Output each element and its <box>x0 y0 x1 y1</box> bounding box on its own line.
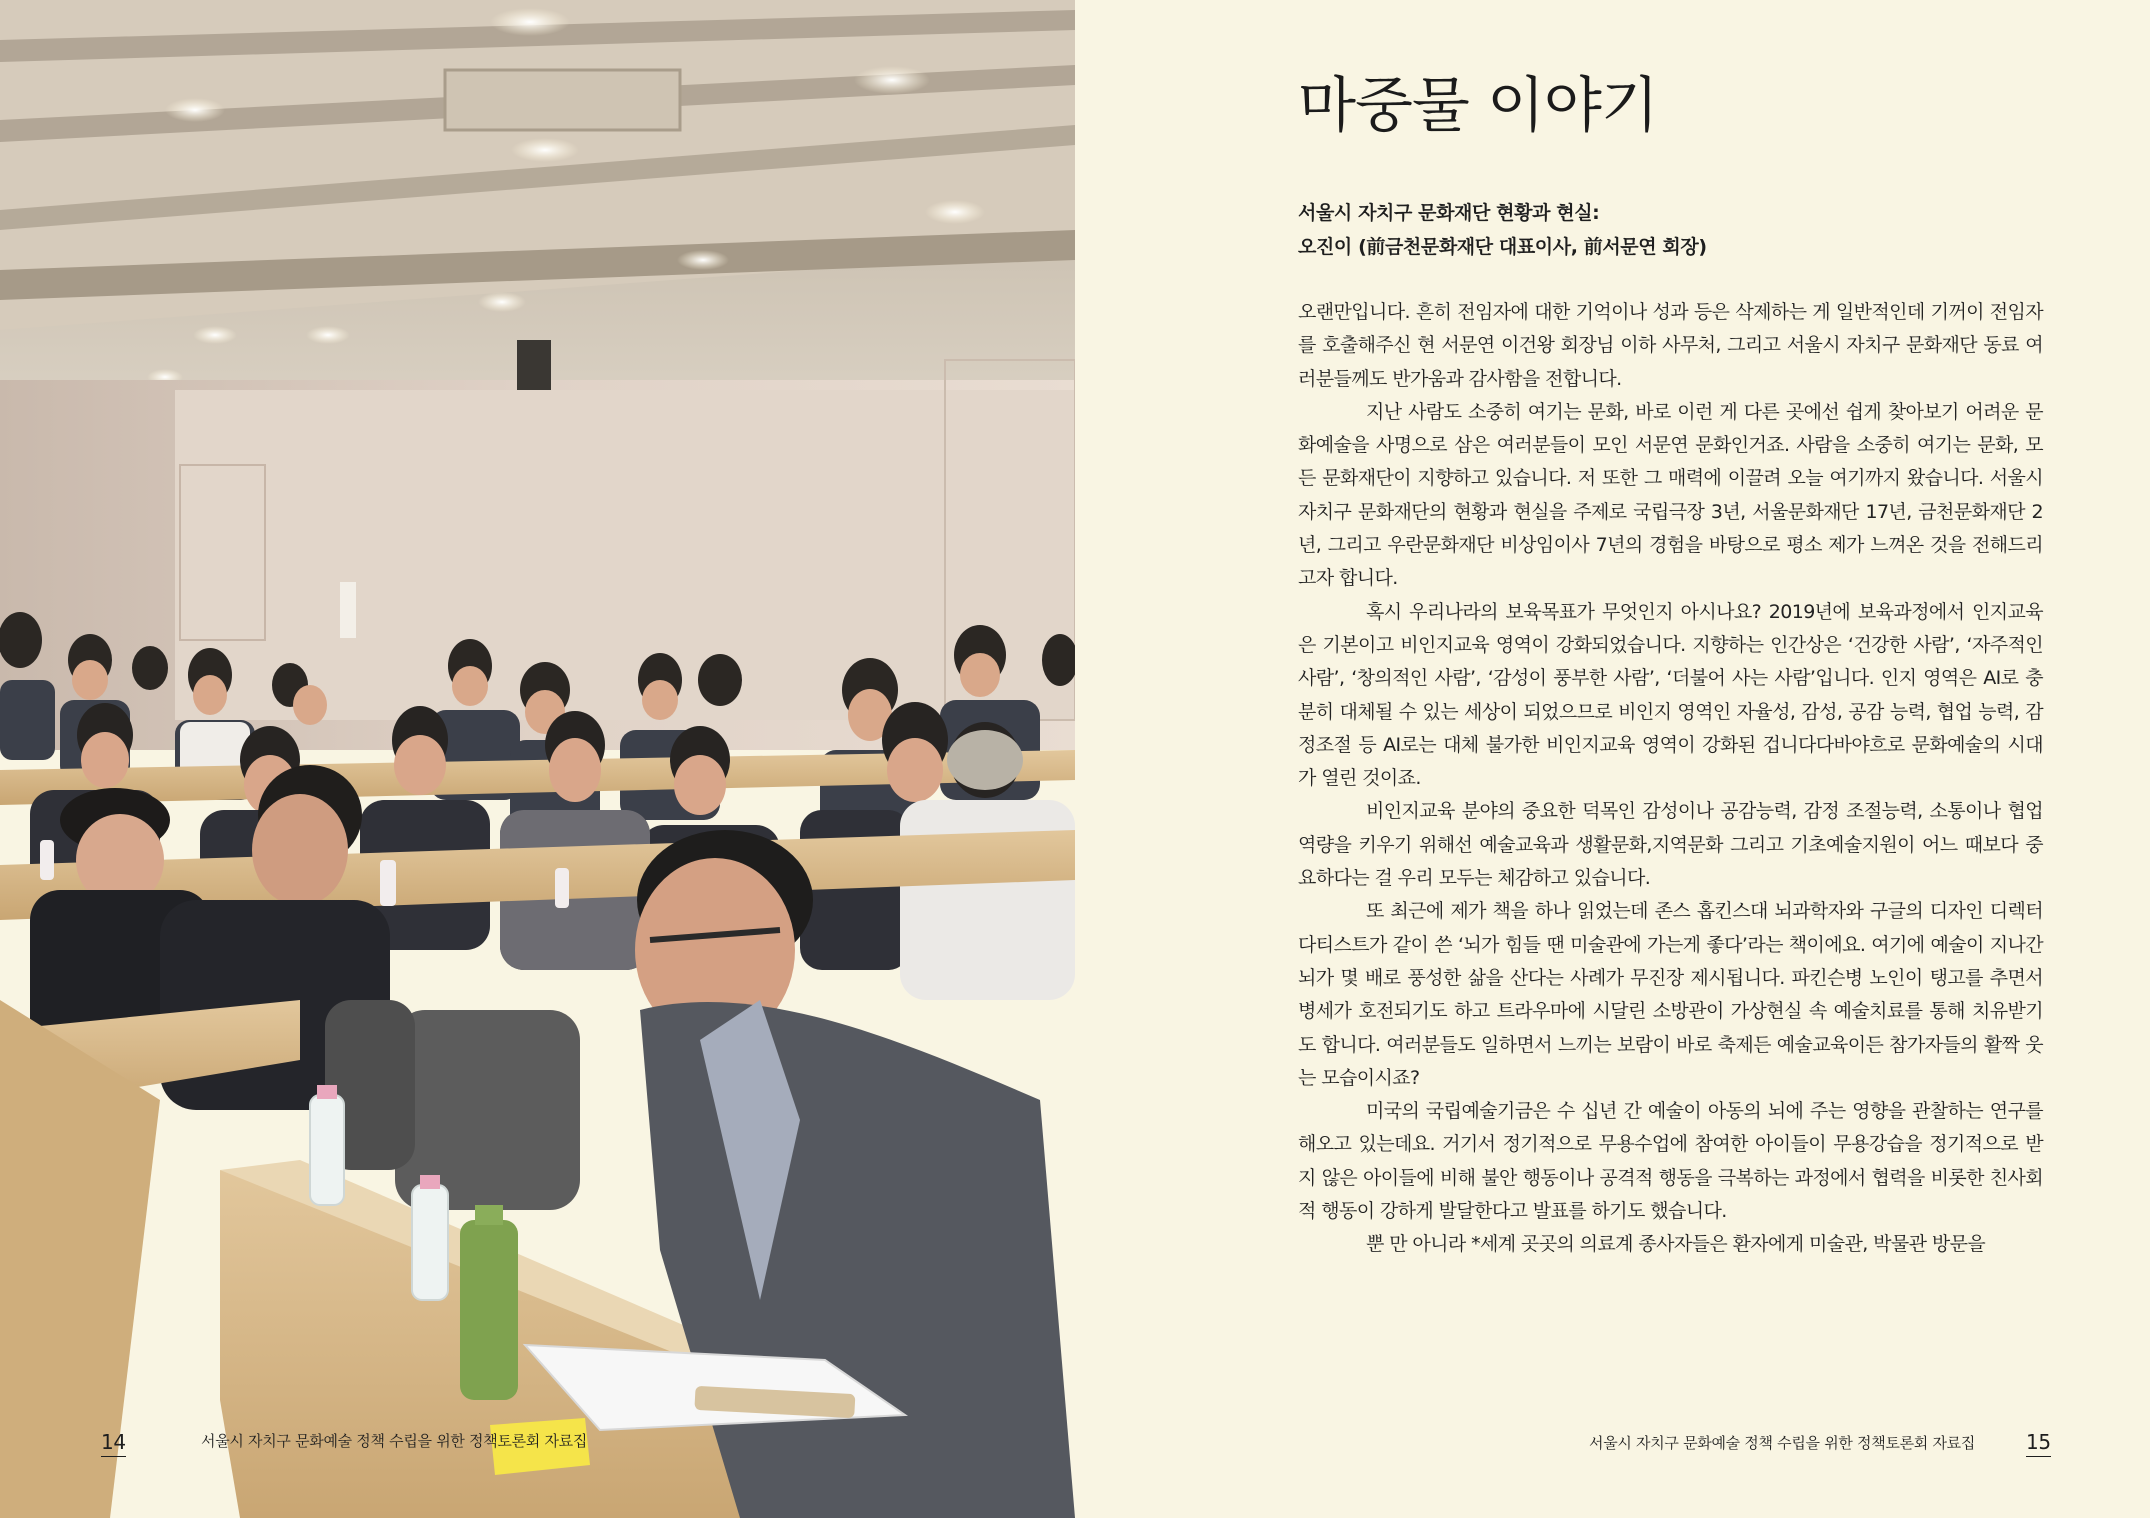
body-paragraph: 혹시 우리나라의 보육목표가 무엇인지 아시나요? 2019년에 보육과정에서 인지교육은 기본이고 비인지교육 영역이 강화되었습니다. 지향하는 인간상은 ‘건강한 사람’, ‘자주적인 사람’, ‘창의적인 사람’, ‘감성이 풍부한 사람’, ‘더불어 사는 사람’입니다. 인지 영역은 AI로 충분히 대체될 수 있는 세상이 되었으므로 비인지 영역인 자율성, 감성, 공감 능력, 협업 능력, 감정조절 등 AI로는 대체 불가한 비인지교육 영역이 강화된 겁니다다바야흐로 문화예술의 시대가 열린 것이죠. <box>1298 600 2043 790</box>
running-title-right: 서울시 자치구 문화예술 정책 수립을 위한 정책토론회 자료집 <box>1589 1434 1976 1452</box>
body-paragraph: 뿐 만 아니라 *세계 곳곳의 의료계 종사자들은 환자에게 미술관, 박물관 방문을 <box>1366 1233 1986 1256</box>
right-page <box>1075 0 2150 1518</box>
subtitle-author: 오진이 (前금천문화재단 대표이사, 前서문연 회장) <box>1298 236 1707 258</box>
page-number-right: 15 <box>2026 1432 2051 1457</box>
page-number-left: 14 <box>101 1432 126 1457</box>
running-title-left: 서울시 자치구 문화예술 정책 수립을 위한 정책토론회 자료집 <box>201 1432 588 1450</box>
body-paragraph: 오랜만입니다. 흔히 전임자에 대한 기억이나 성과 등은 삭제하는 게 일반적인데 기꺼이 전임자를 호출해주신 현 서문연 이건왕 회장님 이하 사무처, 그리고 서울시 자치구 문화재단 동료 여러분들께도 반가움과 감사함을 전합니다. <box>1298 301 2043 390</box>
subtitle-topic: 서울시 자치구 문화재단 현황과 현실: <box>1298 202 1600 224</box>
article-body <box>1298 296 2043 1262</box>
body-paragraph: 지난 사람도 소중히 여기는 문화, 바로 이런 게 다른 곳에선 쉽게 찾아보기 어려운 문화예술을 사명으로 삼은 여러분들이 모인 서문연 문화인거죠. 사람을 소중히 여기는 문화, 모든 문화재단이 지향하고 있습니다. 저 또한 그 매력에 이끌려 오늘 여기까지 왔습니다. 서울시 자치구 문화재단의 현황과 현실을 주제로 국립극장 3년, 서울문화재단 17년, 금천문화재단 2년, 그리고 우란문화재단 비상임이사 7년의 경험을 바탕으로 평소 제가 느껴온 것을 전해드리고자 합니다. <box>1298 400 2043 590</box>
article-subtitle <box>1298 196 1707 264</box>
body-paragraph: 미국의 국립예술기금은 수 십년 간 예술이 아동의 뇌에 주는 영향을 관찰하는 연구를 해오고 있는데요. 거기서 정기적으로 무용수업에 참여한 아이들이 무용강습을 정기적으로 받지 않은 아이들에 비해 불안 행동이나 공격적 행동을 극복하는 과정에서 협력을 비롯한 친사회적 행동이 강하게 발달한다고 발표를 하기도 했습니다. <box>1298 1100 2043 1223</box>
body-paragraph: 비인지교육 분야의 중요한 덕목인 감성이나 공감능력, 감정 조절능력, 소통이나 협업 역량을 키우기 위해선 예술교육과 생활문화,지역문화 그리고 기초예술지원이 어느 때보다 중요하다는 걸 우리 모두는 체감하고 있습니다. <box>1298 800 2043 890</box>
body-paragraph: 또 최근에 제가 책을 하나 읽었는데 존스 홉킨스대 뇌과학자와 구글의 디자인 디렉터 다티스트가 같이 쓴 ‘뇌가 힘들 땐 미술관에 가는게 좋다’라는 책이에요. 여기에 예술이 지나간 뇌가 몇 배로 풍성한 삶을 산다는 사례가 무진장 제시됩니다. 파킨슨병 노인이 탱고를 추면서 병세가 호전되기도 하고 트라우마에 시달린 소방관이 가상현실 속 예술치료를 통해 치유받기도 합니다. 여러분들도 일하면서 느끼는 보람이 바로 축제든 예술교육이든 참가자들의 활짝 웃는 모습이시죠? <box>1298 900 2043 1089</box>
article-title: 마중물 이야기 <box>1298 71 1658 141</box>
